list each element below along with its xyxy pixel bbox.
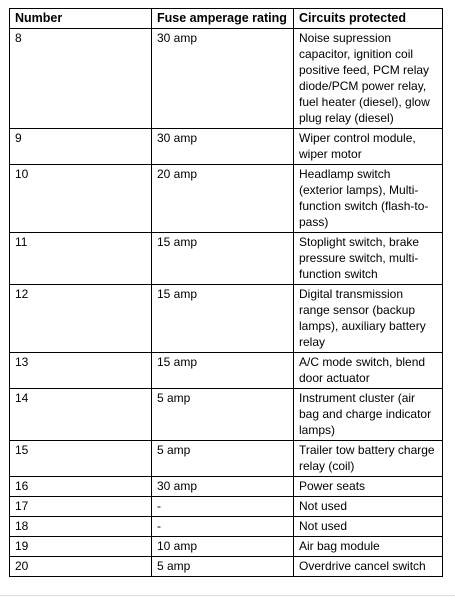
cell-rating: 30 amp (152, 29, 294, 129)
cell-rating: 5 amp (152, 441, 294, 477)
cell-rating: 5 amp (152, 389, 294, 441)
cell-rating: 10 amp (152, 537, 294, 557)
cell-rating: 15 amp (152, 233, 294, 285)
cell-number: 11 (10, 233, 152, 285)
cell-number: 14 (10, 389, 152, 441)
cell-circuits: Not used (294, 517, 443, 537)
header-number: Number (10, 9, 152, 29)
table-row (10, 233, 443, 285)
cell-circuits: Power seats (294, 477, 443, 497)
cell-circuits: Trailer tow battery charge relay (coil) (294, 441, 443, 477)
cell-number: 13 (10, 353, 152, 389)
cell-rating: - (152, 497, 294, 517)
cell-number: 8 (10, 29, 152, 129)
table-row (10, 557, 443, 577)
table-row (10, 29, 443, 129)
table-row (10, 285, 443, 353)
cell-rating: 5 amp (152, 557, 294, 577)
cell-circuits: Digital transmission range sensor (backup lamps), auxiliary battery relay (294, 285, 443, 353)
cell-number: 16 (10, 477, 152, 497)
header-fuse-rating: Fuse amperage rating (152, 9, 294, 29)
fuse-table (9, 8, 443, 577)
cell-circuits: Not used (294, 497, 443, 517)
cell-circuits: Stoplight switch, brake pressure switch, multi-function switch (294, 233, 443, 285)
cell-number: 17 (10, 497, 152, 517)
table-header-row (10, 9, 443, 29)
cell-circuits: Noise supression capacitor, ignition coil positive feed, PCM relay diode/PCM power relay, fuel heater (diesel), glow plug relay (diesel) (294, 29, 443, 129)
page-bottom-divider (0, 595, 455, 596)
table-row (10, 517, 443, 537)
cell-rating: 20 amp (152, 165, 294, 233)
table-row (10, 537, 443, 557)
table-row (10, 477, 443, 497)
cell-number: 15 (10, 441, 152, 477)
cell-rating: 30 amp (152, 477, 294, 497)
cell-circuits: Instrument cluster (air bag and charge indicator lamps) (294, 389, 443, 441)
cell-number: 10 (10, 165, 152, 233)
table-row (10, 389, 443, 441)
table-row (10, 165, 443, 233)
cell-circuits: Headlamp switch (exterior lamps), Multi-function switch (flash-to-pass) (294, 165, 443, 233)
table-body (10, 29, 443, 577)
table-row (10, 441, 443, 477)
cell-number: 20 (10, 557, 152, 577)
cell-number: 19 (10, 537, 152, 557)
cell-rating: - (152, 517, 294, 537)
cell-circuits: Overdrive cancel switch (294, 557, 443, 577)
cell-circuits: A/C mode switch, blend door actuator (294, 353, 443, 389)
table-row (10, 353, 443, 389)
table-row (10, 497, 443, 517)
cell-rating: 30 amp (152, 129, 294, 165)
cell-rating: 15 amp (152, 353, 294, 389)
cell-circuits: Air bag module (294, 537, 443, 557)
cell-number: 18 (10, 517, 152, 537)
cell-number: 9 (10, 129, 152, 165)
cell-circuits: Wiper control module, wiper motor (294, 129, 443, 165)
cell-rating: 15 amp (152, 285, 294, 353)
cell-number: 12 (10, 285, 152, 353)
table-row (10, 129, 443, 165)
header-circuits: Circuits protected (294, 9, 443, 29)
